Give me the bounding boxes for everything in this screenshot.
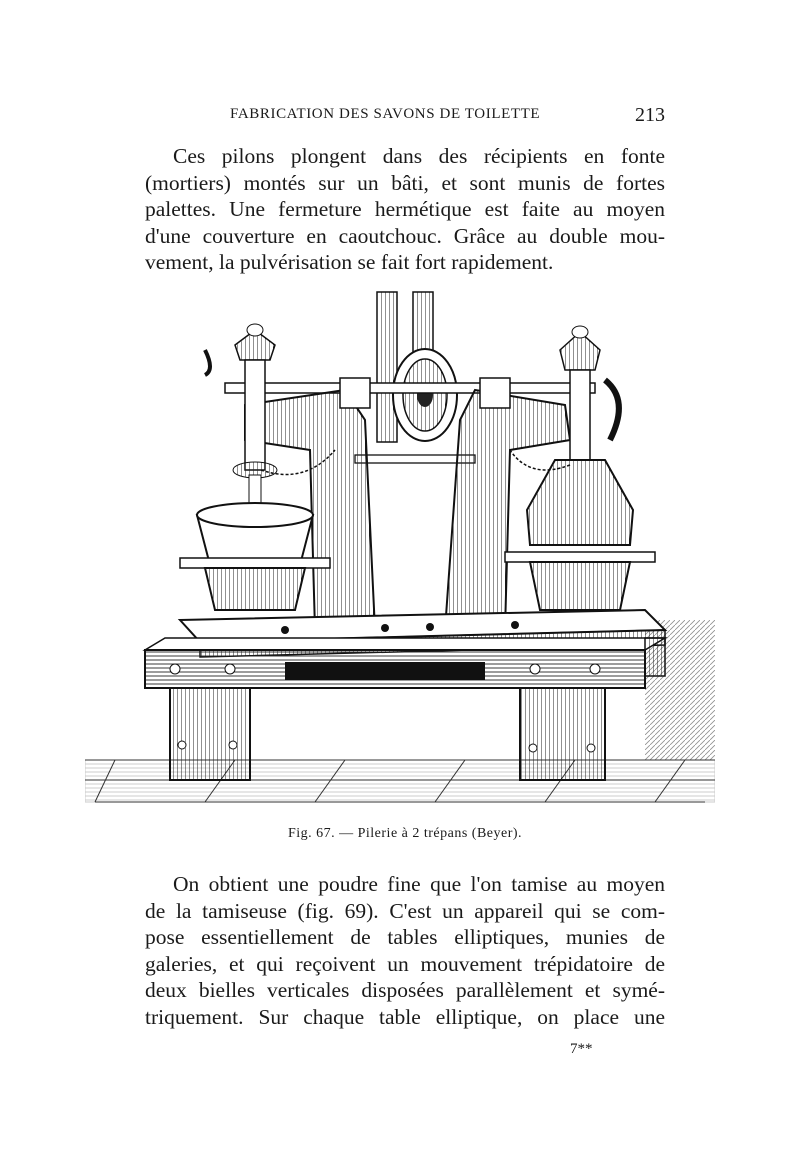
paragraph-1 (145, 143, 665, 276)
signature-mark: 7** (570, 1041, 593, 1057)
paragraph-line: triquement. Sur chaque table elliptique, on place une (145, 1004, 665, 1029)
right-mortar (505, 460, 655, 610)
paragraph-line: Ces pilons plongent dans des récipients en fonte (173, 144, 665, 168)
paragraph-line: pose essentiellement de tables elliptiques, munies de (145, 925, 665, 949)
paragraph-line: On obtient une poudre fine que l'on tamise au moyen (173, 872, 665, 896)
left-mortar (180, 503, 330, 610)
paragraph-line: de la tamiseuse (fig. 69). C'est un appareil qui se com- (145, 898, 665, 923)
paragraph-2 (145, 871, 665, 1030)
paragraph-line: galeries, et qui reçoivent un mouvement trépidatoire de (145, 951, 665, 976)
page-number: 213 (635, 104, 665, 126)
running-title: FABRICATION DES SAVONS DE TOILETTE (230, 106, 541, 122)
paragraph-line: deux bielles verticales disposées parallèlement et symé- (145, 978, 665, 1002)
figure-caption: Fig. 67. — Pilerie à 2 trépans (Beyer). (287, 826, 523, 841)
paragraph-line: palettes. Une fermeture hermétique est faite au moyen (145, 197, 665, 221)
running-head (145, 104, 665, 130)
maker-plate (285, 662, 485, 680)
pulley (393, 349, 457, 441)
paragraph-line: d'une couverture en caoutchouc. Grâce au double mou- (145, 223, 665, 248)
pulverizing-machine-engraving (85, 290, 715, 815)
paragraph-line: vement, la pulvérisation se fait fort rapidement. (145, 250, 554, 274)
wooden-base (145, 638, 665, 780)
engraving-figure (85, 290, 715, 815)
paragraph-line: (mortiers) montés sur un bâti, et sont munis de fortes (145, 170, 665, 195)
main-shaft (225, 383, 595, 393)
